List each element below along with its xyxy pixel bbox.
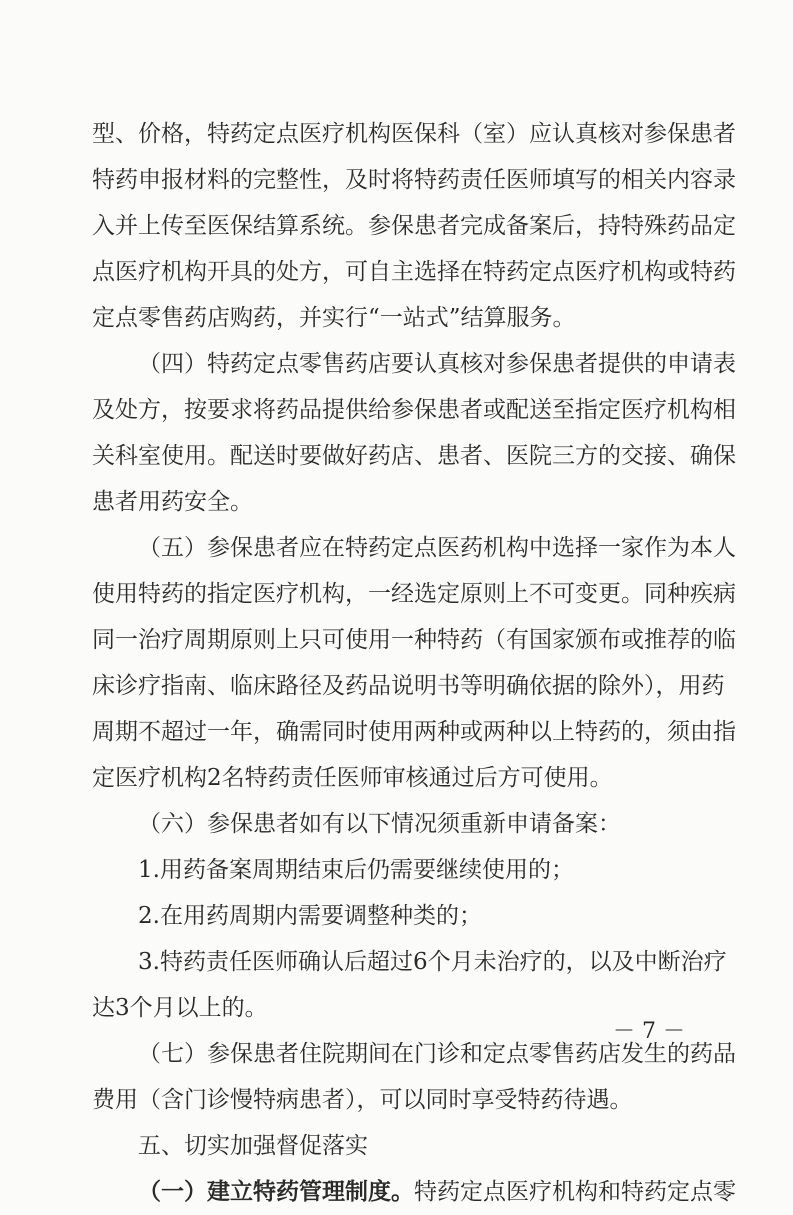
text-line: 点医疗机构开具的处方，可自主选择在特药定点医疗机构或特药	[92, 259, 736, 285]
text-line: 使用特药的指定医疗机构，一经选定原则上不可变更。同种疾病	[92, 581, 736, 607]
text-line: 定点零售药店购药，并实行“一站式”结算服务。	[92, 305, 576, 331]
text-line: 关科室使用。配送时要做好药店、患者、医院三方的交接、确保	[92, 443, 736, 469]
text-line: 患者用药安全。	[92, 489, 253, 515]
text-line: 周期不超过一年，确需同时使用两种或两种以上特药的，须由指	[92, 719, 736, 745]
text-line: 同一治疗周期原则上只可使用一种特药（有国家颁布或推荐的临	[92, 627, 736, 653]
text-line: 特药申报材料的完整性，及时将特药责任医师填写的相关内容录	[92, 167, 736, 193]
list-item: 3.特药责任医师确认后超过6个月未治疗的，以及中断治疗	[138, 949, 727, 975]
text-span: 特药定点医疗机构和特药定点零	[414, 1179, 736, 1205]
list-item: 2.在用药周期内需要调整种类的；	[138, 903, 482, 929]
text-line: 床诊疗指南、临床路径及药品说明书等明确依据的除外），用药	[92, 673, 725, 699]
text-line: 达3个月以上的。	[92, 995, 268, 1021]
text-line: 入并上传至医保结算系统。参保患者完成备案后，持特殊药品定	[92, 213, 736, 239]
text-line: 定医疗机构2名特药责任医师审核通过后方可使用。	[92, 765, 613, 791]
subsection-heading: （一）建立特药管理制度。	[138, 1178, 414, 1205]
paragraph-heading-6: （六）参保患者如有以下情况须重新申请备案：	[138, 811, 621, 837]
text-line	[138, 1169, 736, 1215]
paragraph-heading-7: （七）参保患者住院期间在门诊和定点零售药店发生的药品	[138, 1041, 736, 1067]
paragraph-heading-4: （四）特药定点零售药店要认真核对参保患者提供的申请表	[138, 351, 736, 377]
paragraph-heading-5: （五）参保患者应在特药定点医药机构中选择一家作为本人	[138, 535, 736, 561]
text-line: 及处方，按要求将药品提供给参保患者或配送至指定医疗机构相	[92, 397, 736, 423]
list-item: 1.用药备案周期结束后仍需要继续使用的；	[138, 857, 574, 883]
section-heading: 五、切实加强督促落实	[138, 1133, 368, 1159]
page-number: － 7 －	[613, 1019, 685, 1044]
text-line: 费用（含门诊慢特病患者），可以同时享受特药待遇。	[92, 1087, 633, 1113]
text-line: 型、价格，特药定点医疗机构医保科（室）应认真核对参保患者	[92, 121, 736, 147]
